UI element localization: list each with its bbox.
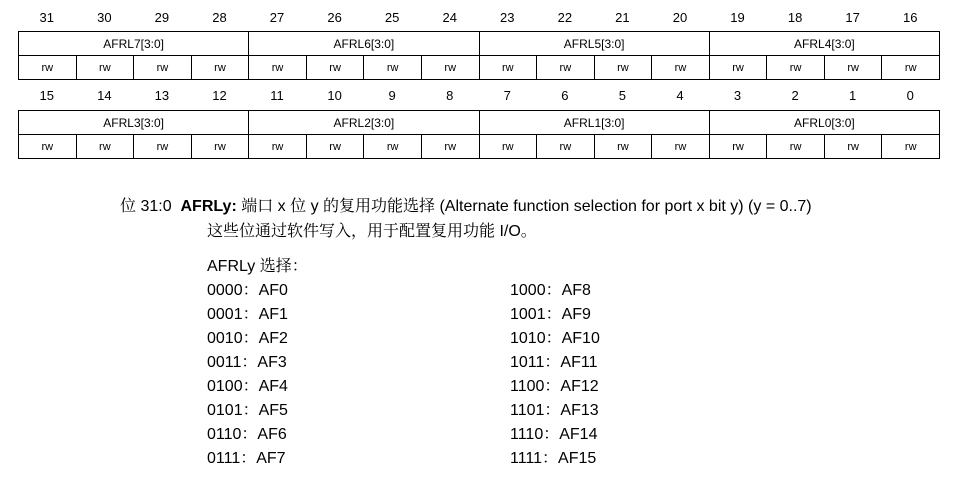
- access-cell: rw: [249, 135, 307, 159]
- bit-number: 8: [446, 88, 454, 103]
- bit-numbers-high: [18, 7, 939, 29]
- access-cell: rw: [594, 135, 652, 159]
- option-item: 0110：AF6: [207, 426, 287, 443]
- option-item: 0100：AF4: [207, 378, 288, 395]
- bit-number: 16: [902, 10, 918, 25]
- access-row: [19, 135, 940, 159]
- access-cell: rw: [421, 135, 479, 159]
- option-item: 1111：AF15: [510, 450, 597, 467]
- bit-number: 25: [384, 10, 400, 25]
- bit-number: 20: [672, 10, 688, 25]
- bit-number: 3: [733, 88, 742, 103]
- register-table-low: [18, 110, 940, 159]
- description-body: 这些位通过软件写入，用于配置复用功能 I/O。: [207, 223, 537, 240]
- bit-number: 2: [791, 88, 799, 103]
- access-cell: rw: [306, 135, 364, 159]
- option-item: 1010：AF10: [510, 330, 600, 347]
- bit-number: 26: [327, 10, 342, 25]
- select-label: AFRLy 选择：: [207, 258, 308, 275]
- option-item: 0101：AF5: [207, 402, 288, 419]
- bit-number: 5: [618, 88, 627, 103]
- access-cell: rw: [364, 56, 422, 80]
- bit-description-heading: [120, 196, 812, 218]
- option-item: 1001：AF9: [510, 306, 591, 323]
- register-table-high: [18, 31, 940, 80]
- bit-number: 27: [269, 10, 285, 25]
- bit-numbers-low: [18, 85, 939, 107]
- access-cell: rw: [709, 135, 767, 159]
- bit-number: 19: [730, 10, 745, 25]
- access-cell: rw: [19, 135, 77, 159]
- access-cell: rw: [537, 135, 595, 159]
- access-cell: rw: [421, 56, 479, 80]
- bit-number: 12: [212, 88, 227, 103]
- access-cell: rw: [824, 135, 882, 159]
- bit-number: 24: [442, 10, 457, 25]
- bit-number: 23: [500, 10, 515, 25]
- bit-number: 6: [561, 88, 569, 103]
- field-title: 端口 x 位 y 的复用功能选择 (Alternate function selection for port x bit y) (y = 0..7): [241, 198, 812, 215]
- bit-number: 13: [154, 88, 170, 103]
- option-item: 1000：AF8: [510, 282, 591, 299]
- bit-number: 11: [270, 88, 284, 103]
- bit-number: 29: [154, 10, 170, 25]
- access-cell: rw: [709, 56, 767, 80]
- field-afrl1: AFRL1[3:0]: [479, 111, 709, 135]
- field-afrl3: AFRL3[3:0]: [19, 111, 249, 135]
- bit-number: 15: [39, 88, 55, 103]
- option-item: 0011：AF3: [207, 354, 287, 371]
- bit-number: 31: [39, 10, 55, 25]
- access-cell: rw: [479, 56, 537, 80]
- bit-number: 0: [906, 88, 914, 103]
- bit-number: 30: [97, 10, 112, 25]
- access-cell: rw: [191, 135, 249, 159]
- bit-number: 9: [388, 88, 396, 103]
- access-cell: rw: [824, 56, 882, 80]
- access-cell: rw: [767, 56, 825, 80]
- access-cell: rw: [249, 56, 307, 80]
- field-afrl7: AFRL7[3:0]: [19, 32, 249, 56]
- access-cell: rw: [767, 135, 825, 159]
- bit-number: 14: [97, 88, 112, 103]
- bit-number: 4: [676, 88, 684, 103]
- bit-number: 7: [503, 88, 511, 103]
- option-item: 0001：AF1: [207, 306, 288, 323]
- options-left-list: [207, 279, 288, 471]
- access-cell: rw: [594, 56, 652, 80]
- access-cell: rw: [76, 56, 134, 80]
- bit-number: 22: [557, 10, 573, 25]
- access-cell: rw: [306, 56, 364, 80]
- options-right-list: [510, 279, 600, 471]
- option-item: 1101：AF13: [510, 402, 599, 419]
- field-afrl0: AFRL0[3:0]: [709, 111, 939, 135]
- field-row: [19, 32, 940, 56]
- bit-range-label: 位 31:0: [120, 198, 172, 215]
- access-cell: rw: [479, 135, 537, 159]
- option-item: 0111：AF7: [207, 450, 286, 467]
- access-cell: rw: [537, 56, 595, 80]
- field-afrl4: AFRL4[3:0]: [709, 32, 939, 56]
- access-cell: rw: [134, 135, 192, 159]
- access-cell: rw: [652, 56, 710, 80]
- access-cell: rw: [134, 56, 192, 80]
- option-item: 0000：AF0: [207, 282, 288, 299]
- field-row: [19, 111, 940, 135]
- bit-number: 10: [327, 88, 342, 103]
- option-item: 1011：AF11: [510, 354, 598, 371]
- bit-number: 21: [615, 10, 630, 25]
- access-cell: rw: [76, 135, 134, 159]
- field-afrl2: AFRL2[3:0]: [249, 111, 479, 135]
- option-item: 0010：AF2: [207, 330, 288, 347]
- access-cell: rw: [364, 135, 422, 159]
- bit-number: 28: [212, 10, 227, 25]
- access-cell: rw: [19, 56, 77, 80]
- bit-number: 18: [787, 10, 803, 25]
- access-row: [19, 56, 940, 80]
- field-afrl6: AFRL6[3:0]: [249, 32, 479, 56]
- option-item: 1110：AF14: [510, 426, 598, 443]
- access-cell: rw: [882, 56, 940, 80]
- field-afrl5: AFRL5[3:0]: [479, 32, 709, 56]
- field-name: AFRLy:: [180, 198, 237, 215]
- access-cell: rw: [191, 56, 249, 80]
- access-cell: rw: [652, 135, 710, 159]
- bit-number: 1: [849, 88, 857, 103]
- option-item: 1100：AF12: [510, 378, 599, 395]
- access-cell: rw: [882, 135, 940, 159]
- bit-number: 17: [845, 10, 860, 25]
